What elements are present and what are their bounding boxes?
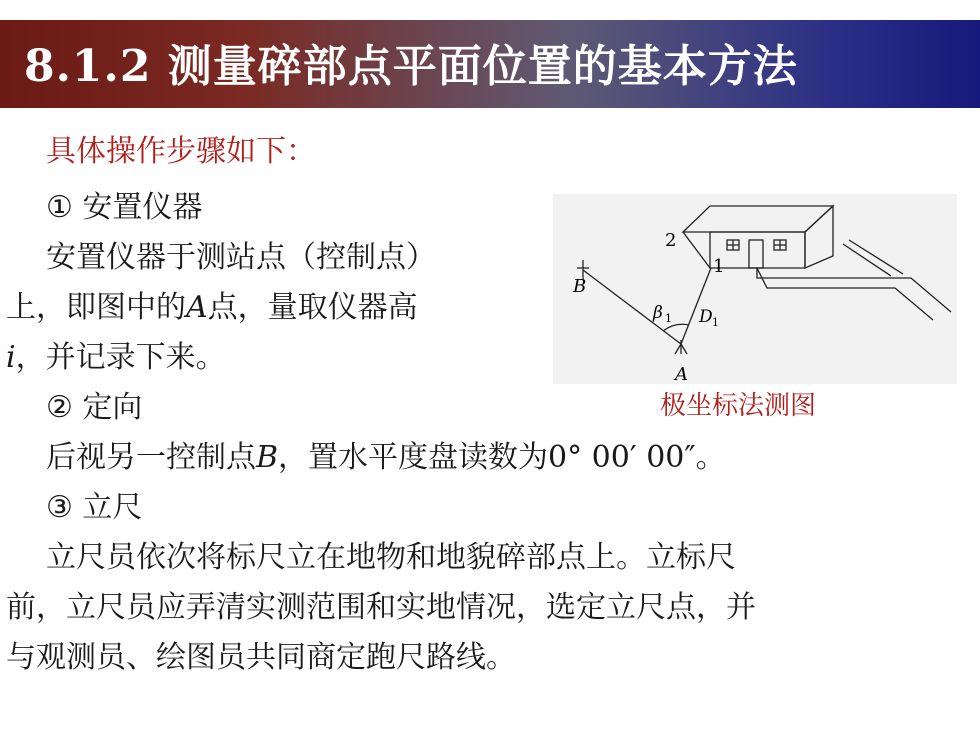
step2-line-end: 。	[695, 440, 726, 475]
road-line	[849, 240, 903, 274]
road-line	[843, 244, 891, 276]
label-point-b: B	[573, 276, 587, 297]
step2-line-b: ，置水平度盘读数为	[278, 440, 549, 475]
label-corner-1: 1	[713, 256, 725, 277]
polar-method-figure	[553, 194, 957, 384]
house-edge	[683, 232, 710, 268]
point-a-var: A	[186, 290, 208, 325]
house-roof	[683, 206, 833, 232]
label-corner-2: 2	[665, 230, 677, 251]
label-distance-sub: 1	[712, 316, 719, 329]
figure-caption: 极坐标法测图	[660, 391, 817, 421]
house-side	[805, 206, 833, 268]
step1-line1: 安置仪器于测站点（控制点）	[46, 240, 436, 275]
label-distance: D	[699, 307, 713, 327]
distance-line	[681, 268, 711, 344]
step1-line2-a: 上，即图中的	[6, 290, 186, 325]
door-icon	[749, 240, 763, 268]
step3-line1: 立尺员依次将标尺立在地物和地貌碎部点上。立标尺	[46, 540, 736, 575]
road-edge	[757, 268, 951, 312]
point-b-var: B	[256, 440, 279, 475]
title-bar	[0, 20, 980, 108]
step1-heading: ① 安置仪器	[46, 190, 203, 225]
step2-line	[46, 438, 726, 478]
circle-reading: 0° 00′ 00″	[548, 440, 696, 475]
step3-line3: 与观测员、绘图员共同商定跑尺路线。	[6, 640, 516, 675]
back-sight-line	[583, 270, 681, 344]
step1-line2-b: 点，量取仪器高	[207, 290, 418, 325]
step2-line-a: 后视另一控制点	[46, 440, 256, 475]
step1-line3-b: ，并记录下来。	[15, 340, 226, 375]
step3-line2: 前，立尺员应弄清实测范围和实地情况，选定立尺点，并	[6, 590, 756, 625]
intro-text: 具体操作步骤如下：	[46, 134, 316, 169]
height-i-var: i	[6, 340, 16, 375]
survey-diagram	[553, 194, 957, 384]
step1-line2	[6, 288, 418, 328]
label-beta-sub: 1	[665, 312, 672, 325]
tripod-icon	[675, 344, 681, 354]
step3-heading: ③ 立尺	[46, 490, 143, 525]
angle-arc	[663, 324, 689, 331]
page-title: 8.1.2 测量碎部点平面位置的基本方法	[24, 41, 798, 92]
step1-line3	[6, 338, 226, 378]
step2-heading: ② 定向	[46, 390, 143, 425]
label-point-a: A	[675, 364, 688, 384]
label-beta: β	[653, 303, 663, 323]
road-edge	[757, 268, 933, 320]
